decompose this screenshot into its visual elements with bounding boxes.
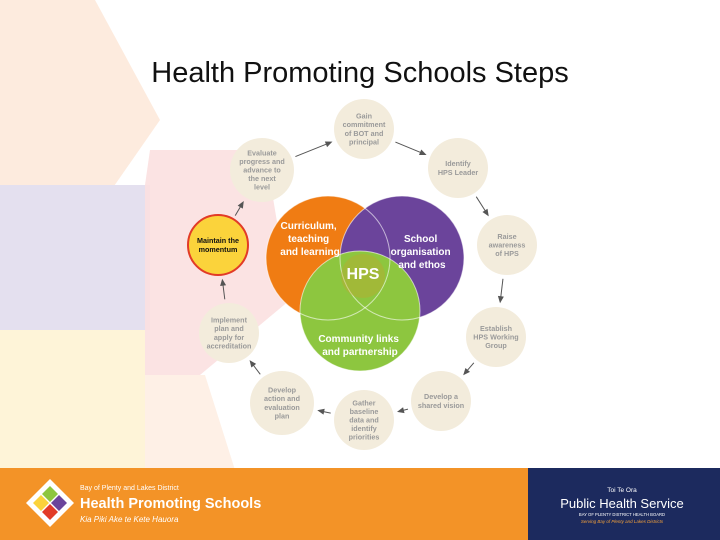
arrow-head: [250, 360, 257, 367]
footer: [0, 468, 720, 540]
step-maintain-momentum-label: Maintain the momentum: [197, 236, 239, 254]
footer-maori-name: Toi Te Ora: [607, 487, 637, 494]
footer-region: Bay of Plenty and Lakes District: [80, 485, 179, 492]
step-implement-plan-label: Implement plan and apply for accreditation: [206, 315, 252, 351]
step-raise-awareness-label: Raise awareness of HPS: [488, 231, 526, 259]
arrow-head: [498, 296, 504, 303]
cycle-arrow: [295, 142, 330, 156]
step-gather-data-label: Gather baseline data and identify priorities: [348, 398, 380, 442]
arrow-head: [397, 407, 405, 413]
step-evaluate-progress-label: Evaluate progress and advance to the next level: [239, 148, 285, 192]
slide-title: Health Promoting Schools Steps: [151, 57, 569, 89]
arrow-head: [317, 409, 324, 415]
footer-board: BAY OF PLENTY DISTRICT HEALTH BOARD: [578, 512, 666, 517]
step-gain-commitment-label: Gain commitment of BOT and principal: [342, 111, 386, 147]
arrow-head: [482, 209, 488, 217]
step-establish-group-label: Establish HPS Working Group: [473, 323, 519, 351]
venn-label-curriculum: Curriculum, teaching and learning: [280, 221, 340, 258]
footer-hps-title: Health Promoting Schools: [80, 496, 262, 512]
footer-tagline: Kia Piki Ake te Kete Hauora: [80, 515, 179, 524]
footer-phs-title: Public Health Service: [560, 496, 684, 511]
arrow-head: [325, 142, 333, 148]
step-shared-vision-label: Develop a shared vision: [417, 392, 465, 410]
step-develop-plan-label: Develop action and evaluation plan: [264, 385, 300, 421]
venn-label-organisation: School organisation and ethos: [390, 234, 451, 271]
step-identify-leader-label: Identify HPS Leader: [437, 159, 479, 177]
footer-serving: Serving Bay of Plenty and Lakes Districts: [580, 519, 664, 524]
venn-label-community: Community links and partnership: [318, 334, 399, 358]
venn-diagram: [266, 196, 464, 371]
venn-center-label: HPS: [346, 266, 380, 283]
